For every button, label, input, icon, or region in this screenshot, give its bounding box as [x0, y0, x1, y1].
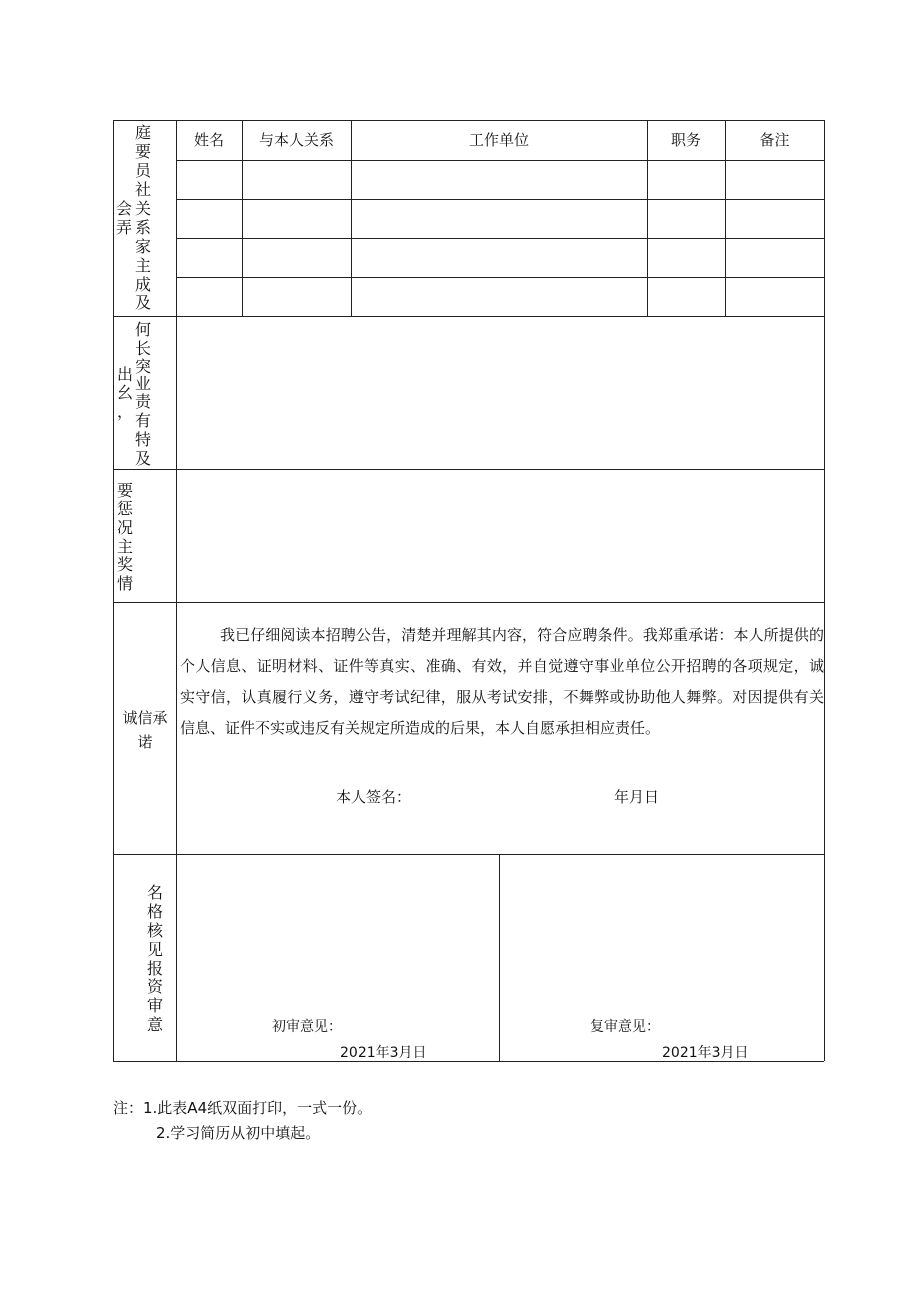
family-cell[interactable]: [177, 161, 241, 198]
awards-content-area[interactable]: [177, 470, 823, 601]
label-char: 员: [134, 161, 151, 180]
label-char: 幺: [116, 383, 133, 402]
label-char: 出: [116, 365, 133, 384]
label-char: 何: [134, 320, 151, 339]
label-char: 关: [134, 199, 151, 218]
row-line: [176, 277, 824, 278]
header-workplace: 工作单位: [468, 131, 529, 149]
label-char: 业: [134, 374, 151, 393]
first-review-date: 2021年3月日: [340, 1045, 427, 1061]
label-char: 名: [146, 883, 163, 902]
promise-text: 我已仔细阅读本招聘公告，清楚并理解其内容，符合应聘条件。我郑重承诺：本人所提供的个人信息、证明材料、证件等真实、准确、有效，并自觉遵守事业单位公开招聘的各项规定，诚实守信，认真履行义务，遵守考试纪律，服从考试安排，不舞弊或协助他人舞弊。对因提供有关信息、证件不实或违反有关规定所造成的后果，本人自愿承担相应责任。: [180, 626, 824, 737]
second-review-date: 2021年3月日: [662, 1045, 749, 1061]
label-char: 弄: [115, 218, 132, 237]
table-border-left: [113, 120, 114, 1061]
header-name: 姓名: [193, 131, 224, 149]
label-char: 长: [134, 339, 151, 358]
label-char: 况: [116, 518, 133, 537]
label-char: 系: [134, 218, 151, 237]
family-cell[interactable]: [352, 161, 646, 198]
label-char: 有: [134, 411, 151, 430]
label-char: 主: [134, 256, 151, 275]
first-review-label: 初审意见：: [272, 1019, 342, 1035]
promise-label-line1: 诚信承: [122, 709, 168, 727]
label-char: 突: [134, 357, 151, 376]
label-char: 核: [146, 921, 163, 940]
section-line: [113, 602, 824, 603]
label-char: 主: [116, 537, 133, 556]
note-line-2: 2.学习简历从初中填起。: [156, 1124, 321, 1142]
label-char: 意: [146, 1015, 163, 1034]
row-line: [176, 238, 824, 239]
label-char: 家: [134, 237, 151, 256]
label-char: 惩: [116, 499, 133, 518]
label-char: 会: [115, 199, 132, 218]
label-char: 成: [134, 275, 151, 294]
label-char: 奖: [116, 555, 133, 574]
label-char: 及: [134, 293, 151, 312]
label-char: 情: [116, 574, 133, 593]
label-char: 社: [134, 180, 151, 199]
label-char: 要: [134, 142, 151, 161]
table-border-right: [824, 120, 825, 1061]
label-char: 责: [134, 392, 151, 411]
header-relation: 与本人关系: [258, 131, 334, 149]
header-remarks: 备注: [759, 131, 790, 149]
label-char: 审: [146, 996, 163, 1015]
promise-section-label: [114, 706, 176, 754]
label-char: ，: [116, 402, 133, 421]
promise-label-line2: 诺: [137, 733, 153, 751]
label-char: 庭: [134, 123, 151, 142]
header-position: 职务: [670, 131, 701, 149]
family-cell[interactable]: [648, 161, 724, 198]
family-cell[interactable]: [243, 161, 350, 198]
signature-label: 本人签名：: [336, 788, 412, 806]
second-review-area[interactable]: [500, 855, 823, 1060]
label-char: 格: [146, 902, 163, 921]
label-char: 要: [116, 481, 133, 500]
label-char: 及: [134, 449, 151, 468]
row-line: [176, 199, 824, 200]
specialty-content-area[interactable]: [177, 317, 823, 468]
family-cell[interactable]: [726, 161, 823, 198]
note-line-1: 注：1.此表A4纸双面打印，一式一份。: [113, 1099, 373, 1117]
label-char: 特: [134, 430, 151, 449]
label-char: 报: [146, 959, 163, 978]
signature-date-label: 年月日: [614, 788, 660, 806]
second-review-label: 复审意见：: [590, 1019, 660, 1035]
label-char: 见: [146, 940, 163, 959]
label-char: 资: [146, 977, 163, 996]
